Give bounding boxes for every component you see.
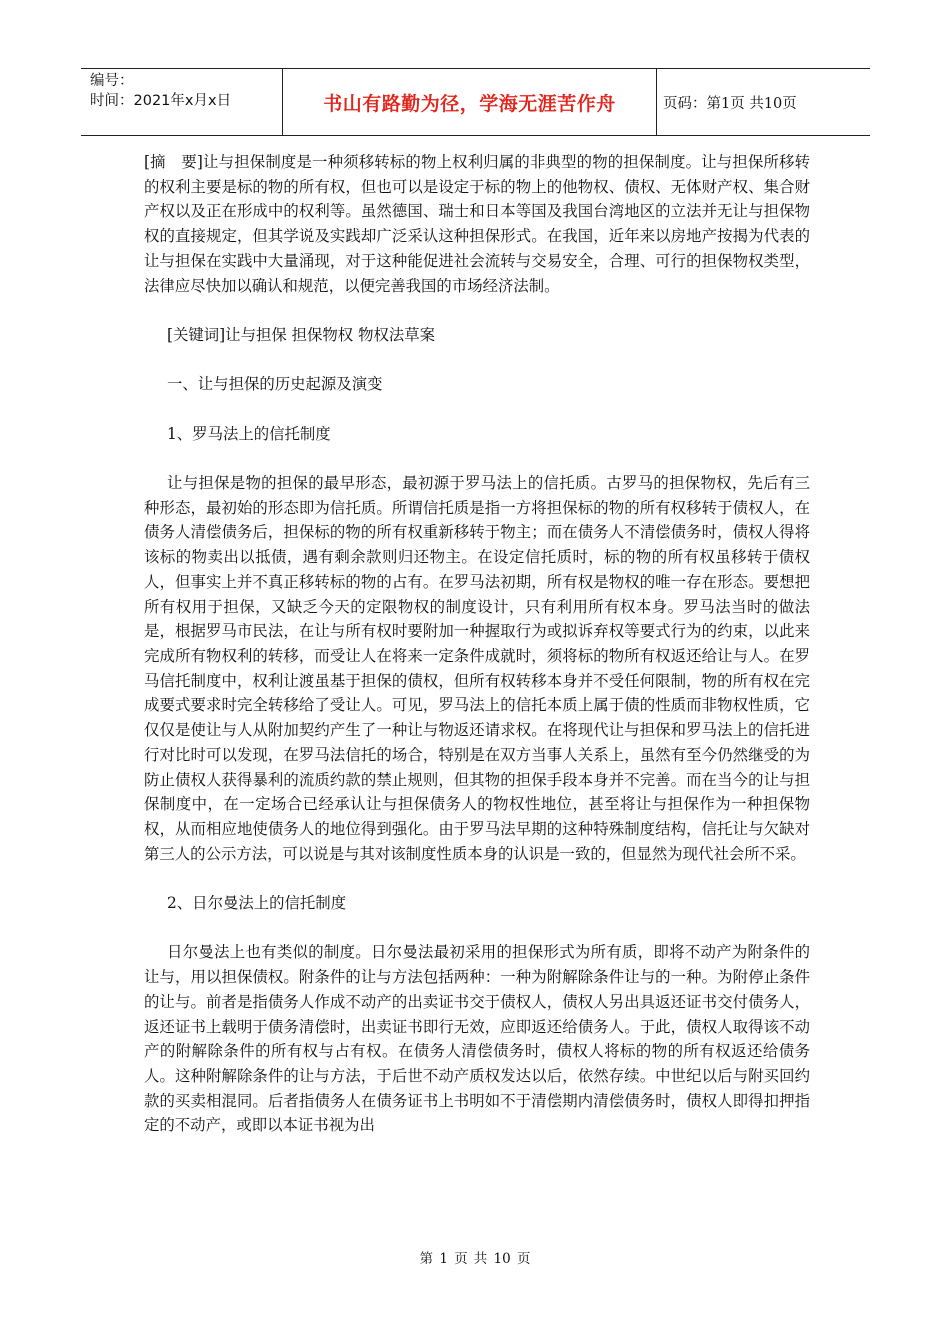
- keywords-line: [关键词]让与担保 担保物权 物权法草案: [167, 325, 436, 344]
- serial-number-label: 编号：: [90, 73, 134, 89]
- page-header: [81, 68, 870, 136]
- body-paragraph-roman-law: 让与担保是物的担保的最早形态，最初源于罗马法上的信托质。古罗马的担保物权，先后有三种形态，最初始的形态即为信托质。所谓信托质是指一方将担保标的物的所有权移转于债权人，在债务人清偿债务后，担保标的物的所有权重新移转于物主；而在债务人不清偿债务时，债权人得将该标的物卖出以抵债，遇有剩余款则归还物主。在设定信托质时，标的物的所有权虽移转于债权人，但事实上并不真正移转标的物的占有。在罗马法初期，所有权是物权的唯一存在形态。要想把所有权用于担保，又缺乏今天的定限物权的制度设计，只有利用所有权本身。罗马法当时的做法是，根据罗马市民法，在让与所有权时要附加一种握取行为或拟诉弃权等要式行为的约束，以此来完成所有物权利的转移，而受让人在将来一定条件成就时，须将标的物所有权返还给让与人。在罗马信托制度中，权利让渡虽基于担保的债权，但所有权转移本身并不受任何限制，物的所有权在完成要式要求时完全转移给了受让人。可见，罗马法上的信托本质上属于债的性质而非物权性质，它仅仅是使让与人从附加契约产生了一种让与物返还请求权。在将现代让与担保和罗马法上的信托进行对比时可以发现，在罗马法信托的场合，特别是在双方当事人关系上，虽然有至今仍然继受的为防止债权人获得暴利的流质约款的禁止规则，但其物的担保手段本身并不完善。而在当今的让与担保制度中，在一定场合已经承认让与担保债务人的物权性地位，甚至将让与担保作为一种担保物权，从而相应地使债务人的地位得到强化。由于罗马法早期的这种特殊制度结构，信托让与欠缺对第三人的公示方法，可以说是与其对该制度性质本身的认识是一致的，但显然为现代社会所不采。: [144, 474, 810, 863]
- abstract-paragraph: [摘 要]让与担保制度是一种须移转标的物上权利归属的非典型的物的担保制度。让与担保所移转的权利主要是标的物的所有权，但也可以是设定于标的物上的他物权、债权、无体财产权、集合财产权以及正在形成中的权利等。虽然德国、瑞士和日本等国及我国台湾地区的立法并无让与担保物权的直接规定，但其学说及实践却广泛采认这种担保形式。在我国，近年来以房地产按揭为代表的让与担保在实践中大量涌现，对于这种能促进社会流转与交易安全，合理、可行的担保物权类型，法律应尽快加以确认和规范，以便完善我国的市场经济法制。: [144, 153, 810, 295]
- header-motto-cell: [283, 69, 657, 135]
- header-motto: 书山有路勤为径，学海无涯苦作舟: [323, 92, 616, 115]
- subsection-heading-roman-law: 1、罗马法上的信托制度: [167, 424, 331, 443]
- header-meta-cell: [81, 69, 283, 135]
- section-heading-1: 一、让与担保的历史起源及演变: [167, 375, 383, 394]
- footer-page-total: 共 10 页: [473, 1251, 531, 1267]
- time-label: 时间：2021年x月x日: [90, 93, 232, 109]
- document-body: [144, 150, 810, 1138]
- header-page-number: 页码：第1页 共10页: [663, 95, 797, 112]
- footer-page-current: 第 1 页: [419, 1251, 468, 1267]
- header-page-cell: [657, 69, 870, 135]
- body-paragraph-germanic-law: 日尔曼法上也有类似的制度。日尔曼法最初采用的担保形式为所有质，即将不动产为附条件的让与，用以担保债权。附条件的让与方法包括两种：一种为附解除条件让与的一种。为附停止条件的让与。前者是指债务人作成不动产的出卖证书交于债权人，债权人另出具返还证书交付债务人，返还证书上载明于债务清偿时，出卖证书即行无效，应即返还给债务人。于此，债权人取得该不动产的附解除条件的所有权与占有权。在债务人清偿债务时，债权人将标的物的所有权返还给债务人。这种附解除条件的让与方法，于后世不动产质权发达以后，依然存续。中世纪以后与附买回约款的买卖相混同。后者指债务人在债务证书上书明如不于清偿期内清偿债务时，债权人即得扣押指定的不动产，或即以本证书视为出: [144, 943, 810, 1135]
- subsection-heading-germanic-law: 2、日尔曼法上的信托制度: [167, 894, 347, 913]
- page-footer: [0, 1247, 950, 1267]
